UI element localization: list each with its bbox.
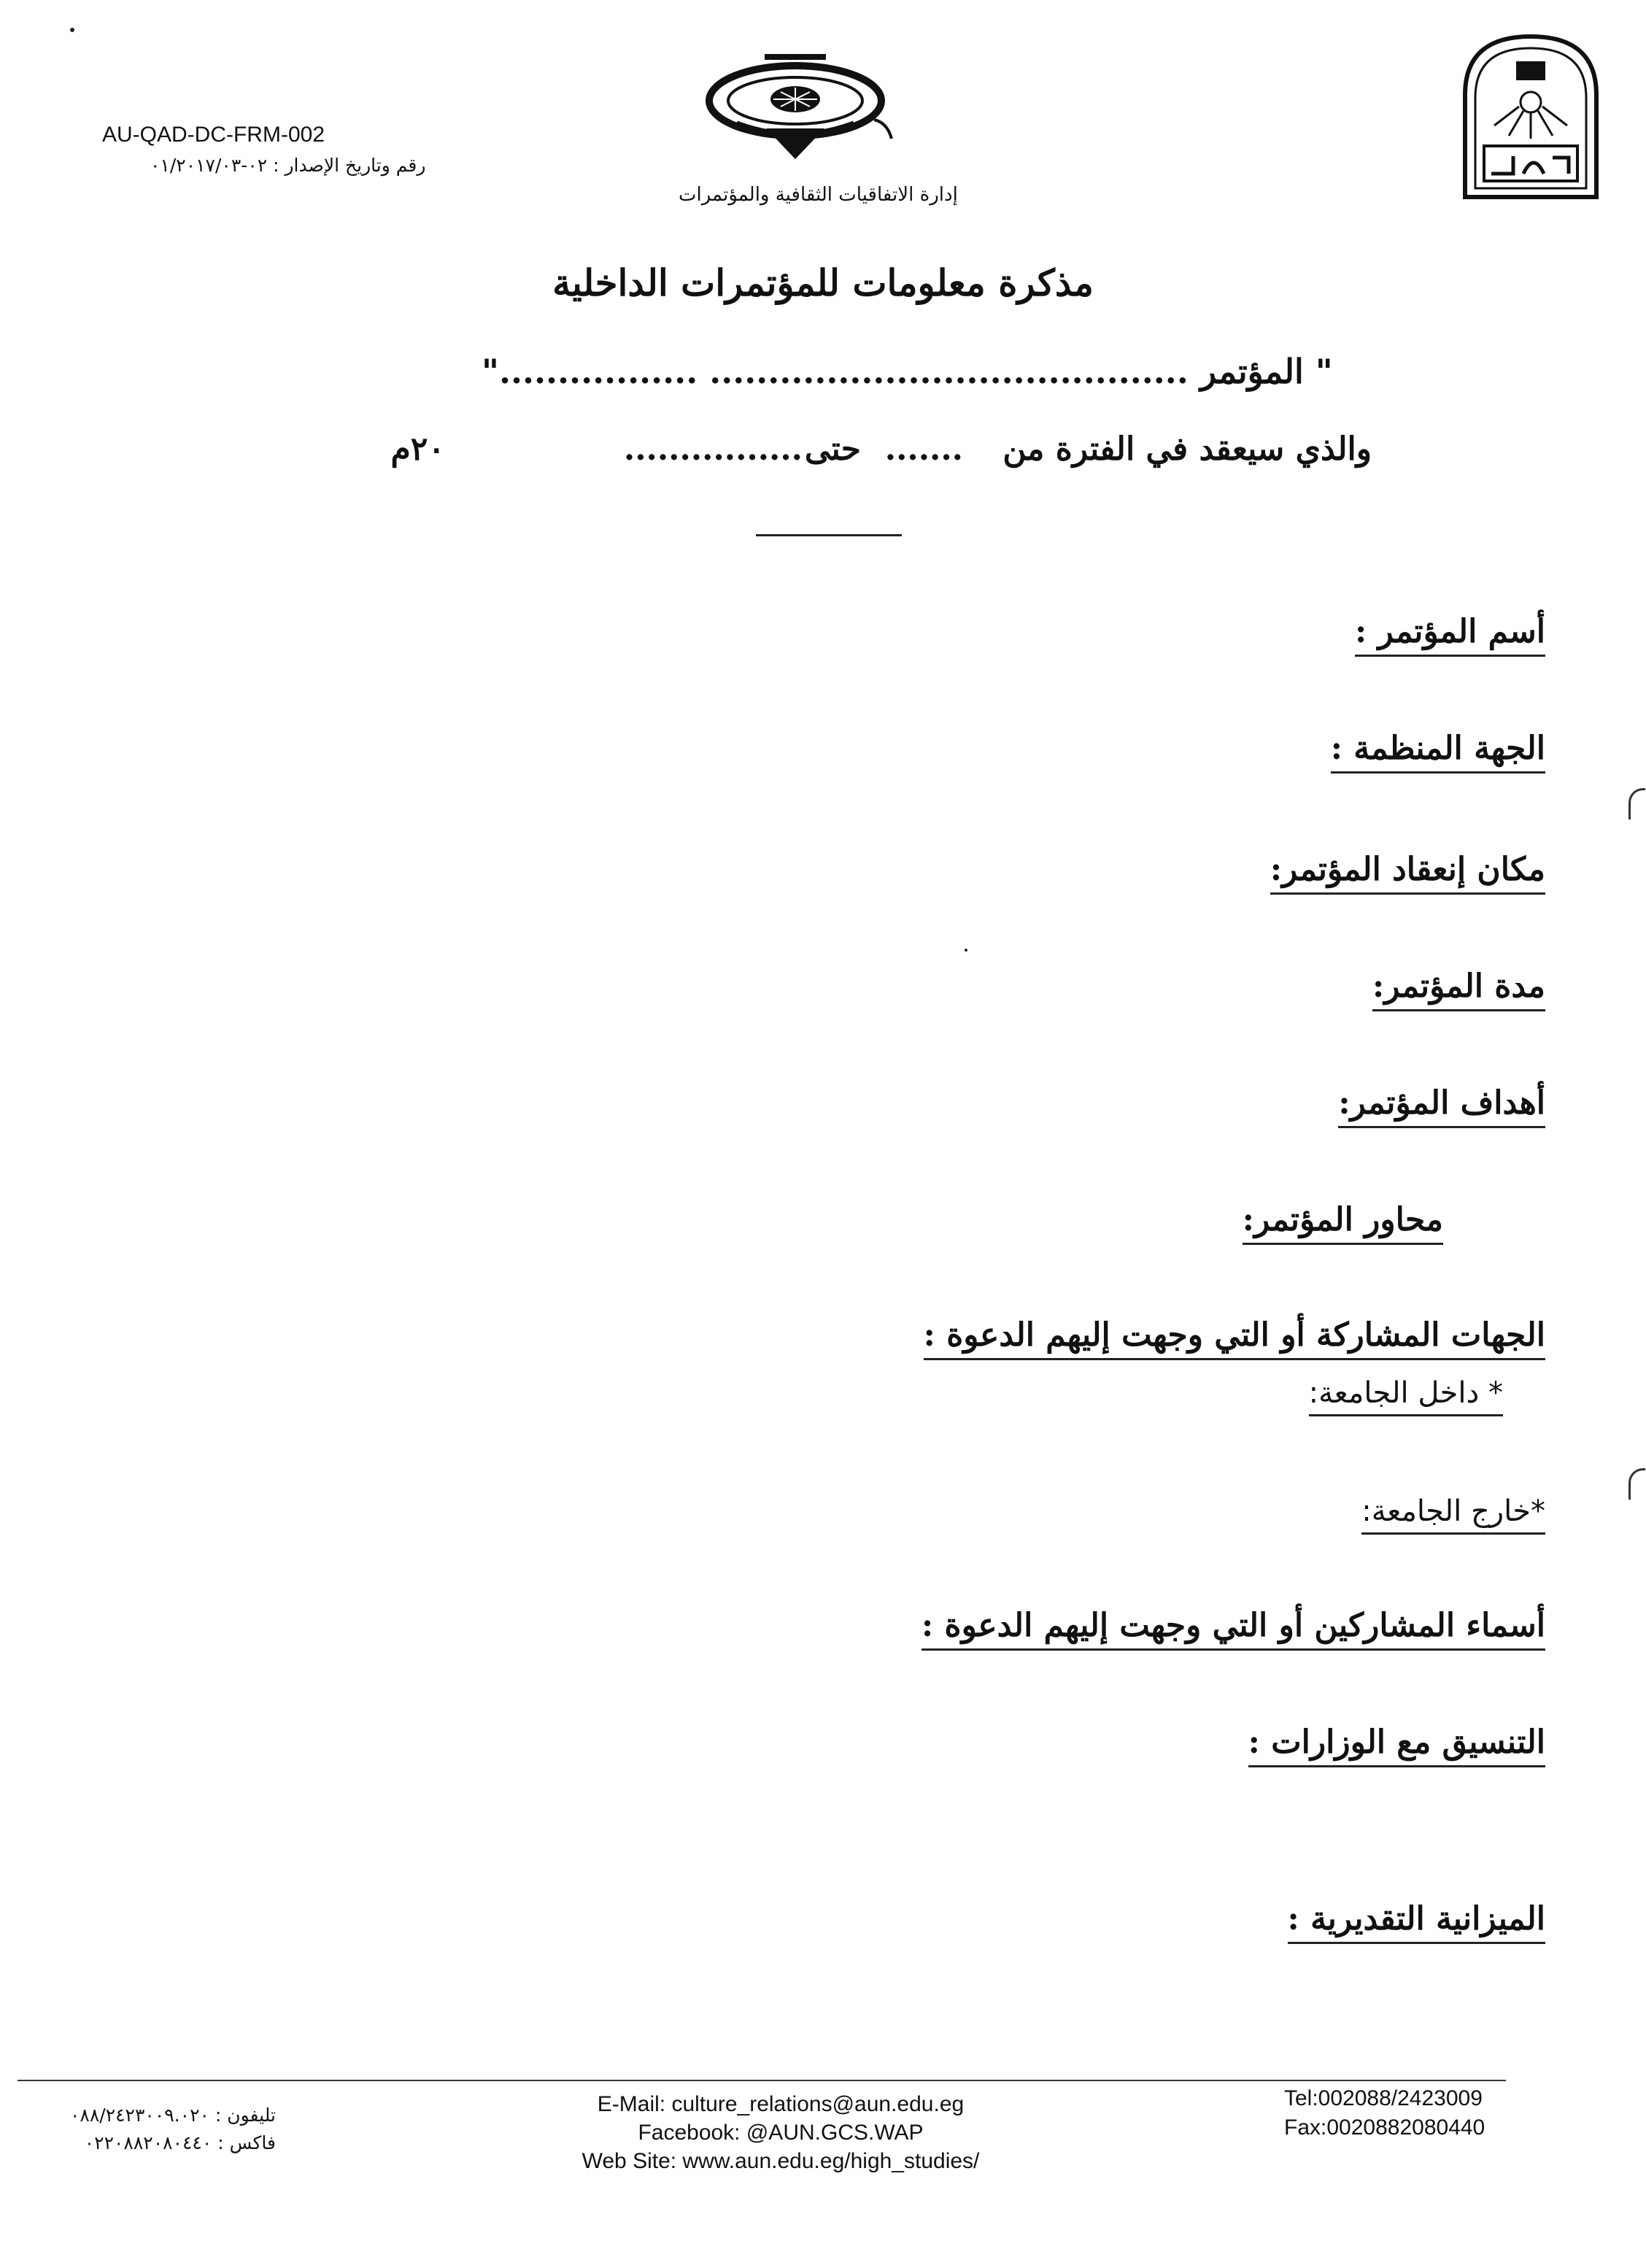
field-inside-university: * داخل الجامعة: [1309, 1376, 1503, 1416]
footer-phone-ar: تليفون : ٠٨٨/٢٤٢٣٠٠٩.٠٢٠ [70, 2105, 276, 2126]
field-estimated-budget: الميزانية التقديرية : [1288, 1900, 1545, 1944]
page-title: مذكرة معلومات للمؤتمرات الداخلية [552, 261, 1094, 304]
field-participant-names: أسماء المشاركين أو التي وجهت إليهم الدعوة : [921, 1607, 1545, 1651]
period-from-blank: ....... [884, 431, 963, 468]
footer-online-contact [511, 2090, 1051, 2175]
scan-speck [965, 949, 967, 952]
period-prefix: والذي سيعقد في الفترة من [1002, 431, 1372, 468]
field-themes: محاور المؤتمر: [1243, 1201, 1443, 1245]
department-logo [686, 50, 927, 174]
footer-tel-en: Tel:002088/2423009 [1284, 2086, 1483, 2110]
issue-number-date: رقم وتاريخ الإصدار : ٠٢-٠١/٢٠١٧/٠٣ [150, 155, 426, 176]
footer-email-link[interactable]: E-Mail: culture_relations@aun.edu.eg [597, 2092, 965, 2116]
footer-contact-arabic [70, 2102, 276, 2157]
field-duration: مدة المؤتمر: [1372, 968, 1545, 1011]
department-name: إدارة الاتفاقيات الثقافية والمؤتمرات [679, 184, 958, 206]
footer-divider [18, 2080, 1506, 2081]
field-conference-name: أسم المؤتمر : [1355, 613, 1545, 657]
footer-fax-en: Fax:0020882080440 [1284, 2115, 1485, 2140]
university-emblem-icon [1458, 29, 1604, 201]
scan-speck [70, 28, 74, 32]
scan-edge-mark [1628, 788, 1645, 819]
title-divider [756, 534, 902, 536]
field-ministry-coordination: التنسيق مع الوزارات : [1248, 1724, 1545, 1767]
conference-title-line: " المؤتمر ......................................... ................." [482, 352, 1333, 391]
period-to-blank: ................ [623, 431, 803, 468]
period-line [350, 431, 1372, 482]
scan-edge-mark [1628, 1468, 1645, 1500]
footer-website-link[interactable]: Web Site: www.aun.edu.eg/high_studies/ [581, 2149, 980, 2173]
field-venue: مكان إنعقاد المؤتمر: [1270, 851, 1545, 895]
field-participating-bodies: الجهات المشاركة أو التي وجهت إليهم الدعوة : [924, 1316, 1545, 1360]
period-year-suffix: ٢٠م [390, 431, 445, 468]
footer-fax-ar: فاكس : ٠٢٢٠٨٨٢٠٨٠٤٤٠ [84, 2132, 276, 2153]
form-code: AU-QAD-DC-FRM-002 [102, 123, 325, 147]
footer-contact-english [1284, 2084, 1485, 2142]
field-outside-university: *خارج الجامعة: [1361, 1494, 1545, 1535]
period-to-label: حتى [804, 431, 861, 468]
field-organizer: الجهة المنظمة : [1331, 730, 1545, 774]
footer-facebook-link[interactable]: Facebook: @AUN.GCS.WAP [638, 2121, 924, 2145]
field-objectives: أهداف المؤتمر: [1338, 1084, 1545, 1128]
